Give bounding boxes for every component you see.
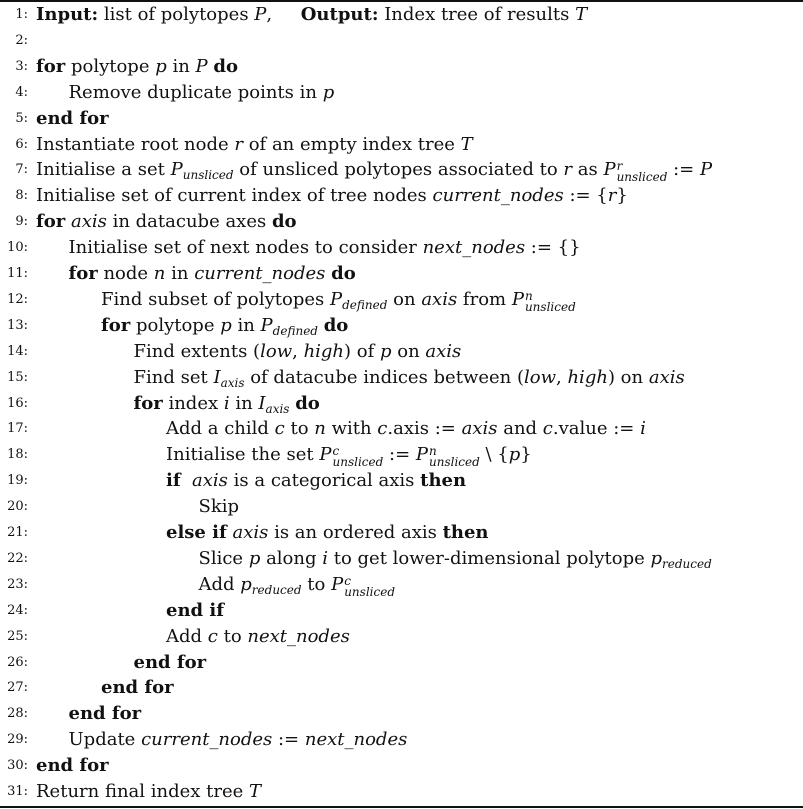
line-code: [134, 391, 320, 417]
text: ,: [266, 4, 301, 25]
math-symbol: axis: [648, 366, 685, 388]
line-number: 1:: [15, 7, 28, 22]
math-symbol: next_nodes: [422, 237, 526, 259]
line-number: 26:: [7, 654, 28, 670]
line-code: [36, 209, 297, 235]
text: in: [166, 55, 196, 77]
line-number: 22:: [7, 550, 28, 566]
subscript: unsliced: [332, 455, 384, 470]
subscript: axis: [265, 401, 290, 416]
keyword: for: [68, 263, 98, 284]
keyword: do: [213, 55, 238, 77]
subscript: unsliced: [616, 170, 668, 185]
line-code: [166, 598, 224, 624]
algorithm-line: [0, 391, 803, 417]
line-number: 4:: [15, 84, 28, 100]
line-code: [134, 339, 462, 365]
math-symbol: n: [153, 263, 166, 284]
math-symbol: axis: [461, 418, 498, 440]
line-number: 19:: [7, 473, 28, 489]
line-code: [36, 183, 628, 209]
text: Add: [166, 625, 208, 647]
subscript: reduced: [662, 556, 712, 571]
line-code: [69, 727, 408, 753]
sup-sub-script: [344, 573, 395, 599]
keyword: else if: [166, 522, 227, 543]
math-symbol: T: [575, 4, 588, 25]
algorithm-line: [0, 2, 803, 28]
algorithm-line: [0, 106, 803, 132]
math-symbol: p: [650, 547, 662, 569]
subscript: axis: [220, 375, 245, 390]
line-code: [166, 442, 532, 468]
text: := {}: [525, 237, 581, 259]
keyword: do: [295, 392, 320, 414]
algorithm-line: [0, 546, 803, 572]
set-symbol: I: [258, 392, 266, 414]
line-number: 7:: [15, 162, 28, 178]
algorithm-line: [0, 701, 803, 727]
set-symbol: P: [319, 444, 332, 466]
keyword: for: [36, 211, 66, 233]
subscript: unsliced: [182, 168, 234, 183]
line-number: 8:: [15, 188, 28, 204]
keyword: for: [36, 55, 66, 77]
math-symbol: i: [640, 418, 646, 440]
text: of an empty index tree: [243, 133, 461, 155]
keyword: Output:: [300, 4, 379, 25]
set-symbol: P: [415, 444, 428, 466]
text: ,: [556, 366, 568, 388]
math-symbol: p: [380, 340, 392, 362]
algorithm-line: [0, 753, 803, 779]
math-symbol: r: [234, 133, 243, 155]
line-code: [101, 287, 576, 313]
math-symbol: next_nodes: [304, 729, 408, 751]
math-symbol: c: [542, 418, 553, 440]
line-code: [36, 106, 109, 132]
algorithm-line: [0, 779, 803, 805]
line-code: [166, 520, 489, 546]
math-symbol: axis: [232, 522, 269, 543]
text: along: [260, 547, 323, 569]
text: in datacube axes: [106, 211, 272, 233]
line-code: [134, 365, 685, 391]
set-symbol: I: [213, 366, 221, 388]
line-number: 29:: [7, 732, 28, 748]
text: .value :=: [552, 418, 641, 440]
algorithm-line: [0, 261, 803, 287]
text: ) on: [607, 366, 649, 388]
text: }: [520, 444, 532, 466]
line-number: 25:: [7, 628, 28, 644]
line-number: 11:: [7, 266, 28, 281]
subscript: defined: [342, 297, 388, 312]
line-code: [36, 54, 238, 80]
math-symbol: i: [223, 392, 230, 414]
line-code: [101, 313, 348, 339]
math-symbol: T: [249, 781, 262, 802]
text: Find set: [133, 366, 214, 388]
line-number: 14:: [7, 343, 28, 359]
line-number: 13:: [7, 317, 28, 333]
line-number: 17:: [7, 421, 28, 437]
keyword: do: [323, 314, 349, 336]
subscript: reduced: [251, 582, 302, 597]
math-symbol: p: [248, 547, 261, 569]
algorithm-line: [0, 365, 803, 391]
set-symbol: P: [330, 288, 343, 310]
algorithm-line: [0, 132, 803, 158]
algorithm-line: [0, 675, 803, 701]
algorithm-line: [0, 624, 803, 650]
algorithm-line: [0, 598, 803, 624]
algorithm-line: [0, 80, 803, 106]
algorithm-line: [0, 416, 803, 442]
math-symbol: current_nodes: [194, 263, 326, 284]
text: Find subset of polytopes: [101, 288, 330, 310]
math-symbol: current_nodes: [432, 185, 564, 207]
line-code: [69, 701, 142, 727]
algorithm-line: [0, 650, 803, 676]
keyword: end for: [36, 755, 109, 777]
text: Index tree of results: [378, 4, 576, 25]
text: to: [284, 418, 315, 440]
line-code: [36, 157, 712, 183]
line-code: [199, 546, 712, 572]
superscript: r: [616, 159, 623, 174]
text: Add: [198, 573, 241, 595]
text: Find extents (: [133, 340, 261, 362]
text: Return final index tree: [36, 781, 250, 802]
line-number: 30:: [7, 758, 28, 774]
set-symbol: P: [195, 55, 208, 77]
line-code: [36, 779, 261, 805]
text: node: [97, 263, 154, 284]
set-symbol: P: [260, 314, 273, 336]
superscript: c: [332, 444, 340, 459]
set-symbol: P: [254, 4, 267, 25]
text: Remove duplicate points in: [68, 81, 323, 103]
line-code: [69, 235, 581, 261]
line-number: 9:: [15, 214, 28, 230]
math-symbol: p: [508, 444, 521, 466]
line-code: [36, 132, 473, 158]
line-number: 15:: [7, 369, 28, 385]
text: of datacube indices between (: [244, 366, 524, 388]
math-symbol: T: [460, 133, 473, 155]
text: Initialise set of next nodes to consider: [68, 237, 423, 259]
text: ) of: [344, 340, 380, 362]
keyword: for: [133, 392, 163, 414]
keyword: if: [166, 470, 181, 492]
line-code: [199, 572, 396, 598]
math-symbol: axis: [421, 288, 458, 310]
text: := {: [563, 185, 608, 207]
algorithm-line: [0, 235, 803, 261]
algorithm-line: [0, 442, 803, 468]
text: :=: [272, 729, 305, 751]
text: in: [165, 263, 195, 284]
keyword: do: [271, 211, 297, 233]
algorithm-line: [0, 520, 803, 546]
algorithm-line: [0, 572, 803, 598]
text: is a categorical axis: [227, 470, 421, 492]
text: :=: [667, 159, 700, 181]
keyword: for: [101, 314, 131, 336]
line-code: [134, 650, 207, 676]
text: polytope: [65, 55, 156, 77]
text: on: [387, 288, 422, 310]
text: polytope: [130, 314, 221, 336]
text: to: [217, 625, 248, 647]
algorithm-line: [0, 209, 803, 235]
text: Update: [68, 729, 142, 751]
algorithm-line: [0, 157, 803, 183]
keyword: then: [442, 522, 489, 543]
text: of unsliced polytopes associated to: [233, 159, 564, 181]
algorithm-line: [0, 727, 803, 753]
line-number: 24:: [7, 602, 28, 618]
sup-sub-script: [524, 288, 576, 314]
text: and: [497, 418, 543, 440]
line-code: [166, 416, 646, 442]
line-number: 28:: [7, 706, 28, 722]
algorithm-line: [0, 468, 803, 494]
text: \ {: [479, 444, 509, 466]
keyword: Input:: [36, 4, 99, 25]
math-symbol: p: [220, 314, 232, 336]
algorithm-line: [0, 54, 803, 80]
line-code: [166, 468, 466, 494]
text: is an ordered axis: [268, 522, 443, 543]
text: Add a child: [166, 418, 275, 440]
math-symbol: p: [322, 81, 335, 103]
bottom-rule: [0, 806, 803, 808]
math-symbol: c: [274, 418, 285, 440]
line-number: 21:: [7, 525, 28, 540]
subscript: unsliced: [429, 455, 480, 470]
text: :=: [383, 444, 416, 466]
math-symbol: i: [322, 547, 328, 569]
subscript: unsliced: [524, 299, 576, 314]
line-code: [69, 261, 356, 287]
superscript: n: [524, 288, 533, 303]
text: Skip: [198, 496, 240, 518]
math-symbol: c: [207, 625, 218, 647]
text: list of polytopes: [98, 4, 255, 25]
math-symbol: n: [314, 418, 326, 440]
text: .axis :=: [387, 418, 462, 440]
math-symbol: high: [303, 340, 345, 362]
text: ,: [292, 340, 304, 362]
math-symbol: low: [524, 366, 557, 388]
text: in: [231, 314, 261, 336]
math-symbol: c: [377, 418, 388, 440]
text: Slice: [198, 547, 249, 569]
text: Initialise the set: [166, 444, 320, 466]
line-number: 27:: [7, 680, 28, 696]
keyword: end for: [133, 651, 207, 673]
algorithm-line: [0, 183, 803, 209]
math-symbol: axis: [70, 211, 107, 233]
text: with: [325, 418, 378, 440]
line-number: 31:: [7, 784, 28, 799]
line-number: 5:: [15, 110, 28, 126]
superscript: c: [344, 573, 351, 588]
set-symbol: P: [170, 159, 183, 181]
line-code: [69, 80, 335, 106]
keyword: end for: [68, 703, 142, 725]
line-number: 3:: [15, 58, 28, 74]
subscript: unsliced: [344, 584, 395, 599]
line-number: 6:: [15, 136, 28, 152]
line-number: 23:: [7, 576, 28, 592]
math-symbol: next_nodes: [247, 625, 350, 647]
sup-sub-script: [332, 446, 383, 468]
set-symbol: P: [603, 159, 616, 181]
line-code: [166, 624, 350, 650]
line-number: 20:: [7, 499, 28, 515]
text: [181, 470, 192, 491]
sup-sub-script: [617, 161, 668, 183]
text: as: [572, 159, 604, 181]
math-symbol: axis: [425, 340, 462, 362]
text: in: [229, 392, 259, 414]
set-symbol: P: [699, 159, 713, 181]
line-number: 2:: [15, 32, 28, 48]
keyword: then: [420, 470, 467, 492]
text: to get lower-dimensional polytope: [328, 547, 651, 569]
line-number: 16:: [7, 395, 28, 411]
keyword: end for: [36, 107, 109, 129]
subscript: defined: [272, 323, 318, 338]
math-symbol: r: [607, 185, 617, 207]
line-code: [36, 2, 587, 28]
text: from: [457, 288, 512, 310]
set-symbol: P: [511, 288, 524, 310]
math-symbol: current_nodes: [141, 729, 273, 751]
line-number: 18:: [7, 447, 28, 463]
sup-sub-script: [429, 446, 480, 468]
line-code: [101, 675, 174, 701]
superscript: n: [429, 444, 437, 459]
line-number: 10:: [7, 240, 28, 256]
text: Instantiate root node: [36, 133, 235, 155]
text: index: [162, 392, 224, 414]
algorithm-line: [0, 287, 803, 313]
math-symbol: p: [240, 573, 252, 595]
line-number: 12:: [7, 291, 28, 307]
text: Initialise a set: [36, 159, 171, 181]
text: }: [616, 185, 628, 207]
math-symbol: r: [563, 159, 573, 181]
math-symbol: p: [155, 55, 167, 77]
algorithm-line: [0, 28, 803, 54]
text: on: [391, 340, 426, 362]
algorithm-line: [0, 339, 803, 365]
line-code: [36, 753, 109, 779]
line-code: [199, 494, 240, 520]
keyword: do: [331, 263, 356, 284]
keyword: end if: [166, 599, 224, 621]
math-symbol: axis: [192, 470, 228, 492]
algorithm-line: [0, 313, 803, 339]
text: Initialise set of current index of tree nodes: [36, 185, 433, 207]
math-symbol: high: [567, 366, 608, 388]
text: to: [301, 573, 332, 595]
set-symbol: P: [331, 573, 344, 595]
algorithm-line: [0, 494, 803, 520]
keyword: end for: [101, 677, 174, 699]
math-symbol: low: [260, 340, 293, 362]
